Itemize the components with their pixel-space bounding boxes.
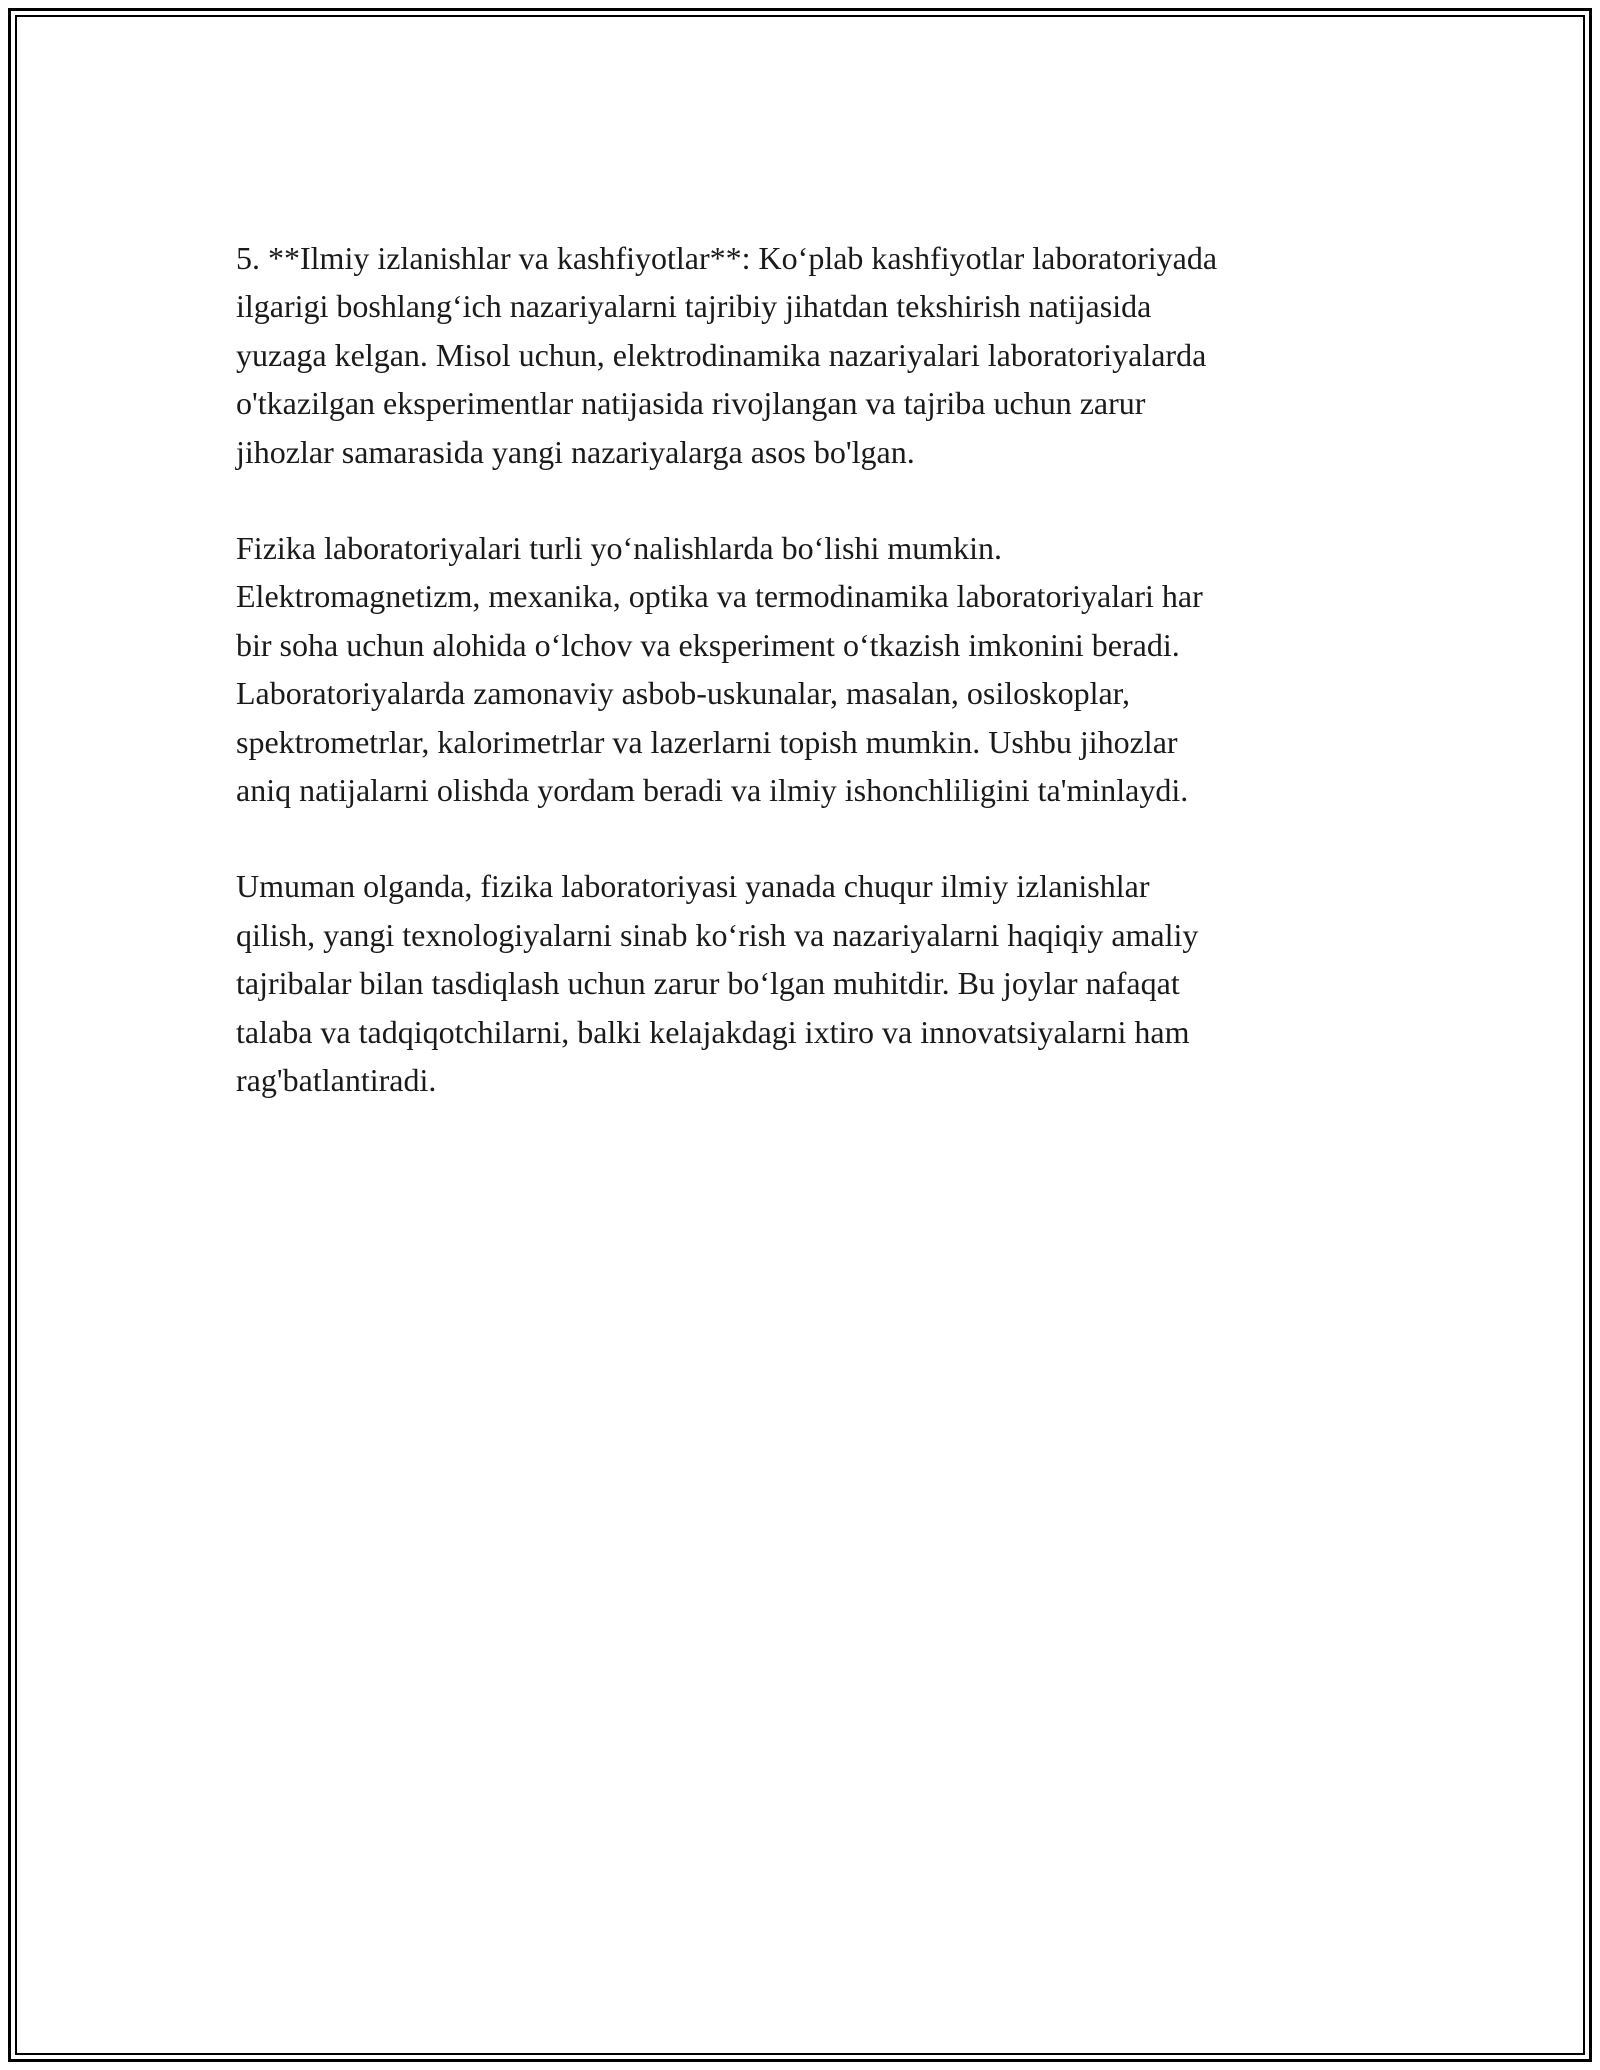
paragraph-laboratory-types: Fizika laboratoriyalari turli yo‘nalishlarda bo‘lishi mumkin. Elektromagnetizm, mexanika, optika va termodinamika laboratoriyalari har bir soha uchun alohida o‘lchov va eksperiment o‘tkazish imkonini beradi. Laboratoriyalarda zamonaviy asbob-uskunalar, masalan, osiloskoplar, spektrometrlar, kalorimetrlar va lazerlarni topish mumkin. Ushbu jihozlar aniq natijalarni olishda yordam beradi va ilmiy ishonchliligini ta'minlaydi. — [236, 530, 1203, 809]
paragraph-conclusion: Umuman olganda, fizika laboratoriyasi yanada chuqur ilmiy izlanishlar qilish, yangi texnologiyalarni sinab ko‘rish va nazariyalarni haqiqiy amaliy tajribalar bilan tasdiqlash uchun zarur bo‘lgan muhitdir. Bu joylar nafaqat talaba va tadqiqotchilarni, balki kelajakdagi ixtiro va innovatsiyalarni ham rag'batlantiradi. — [236, 868, 1199, 1099]
paragraph-scientific-research: 5. **Ilmiy izlanishlar va kashfiyotlar**: Ko‘plab kashfiyotlar laboratoriyada ilgarigi boshlang‘ich nazariyalarni tajribiy jihatdan tekshirish natijasida yuzaga kelgan. Misol uchun, elektrodinamika nazariyalari laboratoriyalarda o'tkazilgan eksperimentlar natijasida rivojlangan va tajriba uchun zarur jihozlar samarasida yangi nazariyalarga asos bo'lgan. — [236, 240, 1218, 470]
document-body — [236, 234, 1386, 1153]
